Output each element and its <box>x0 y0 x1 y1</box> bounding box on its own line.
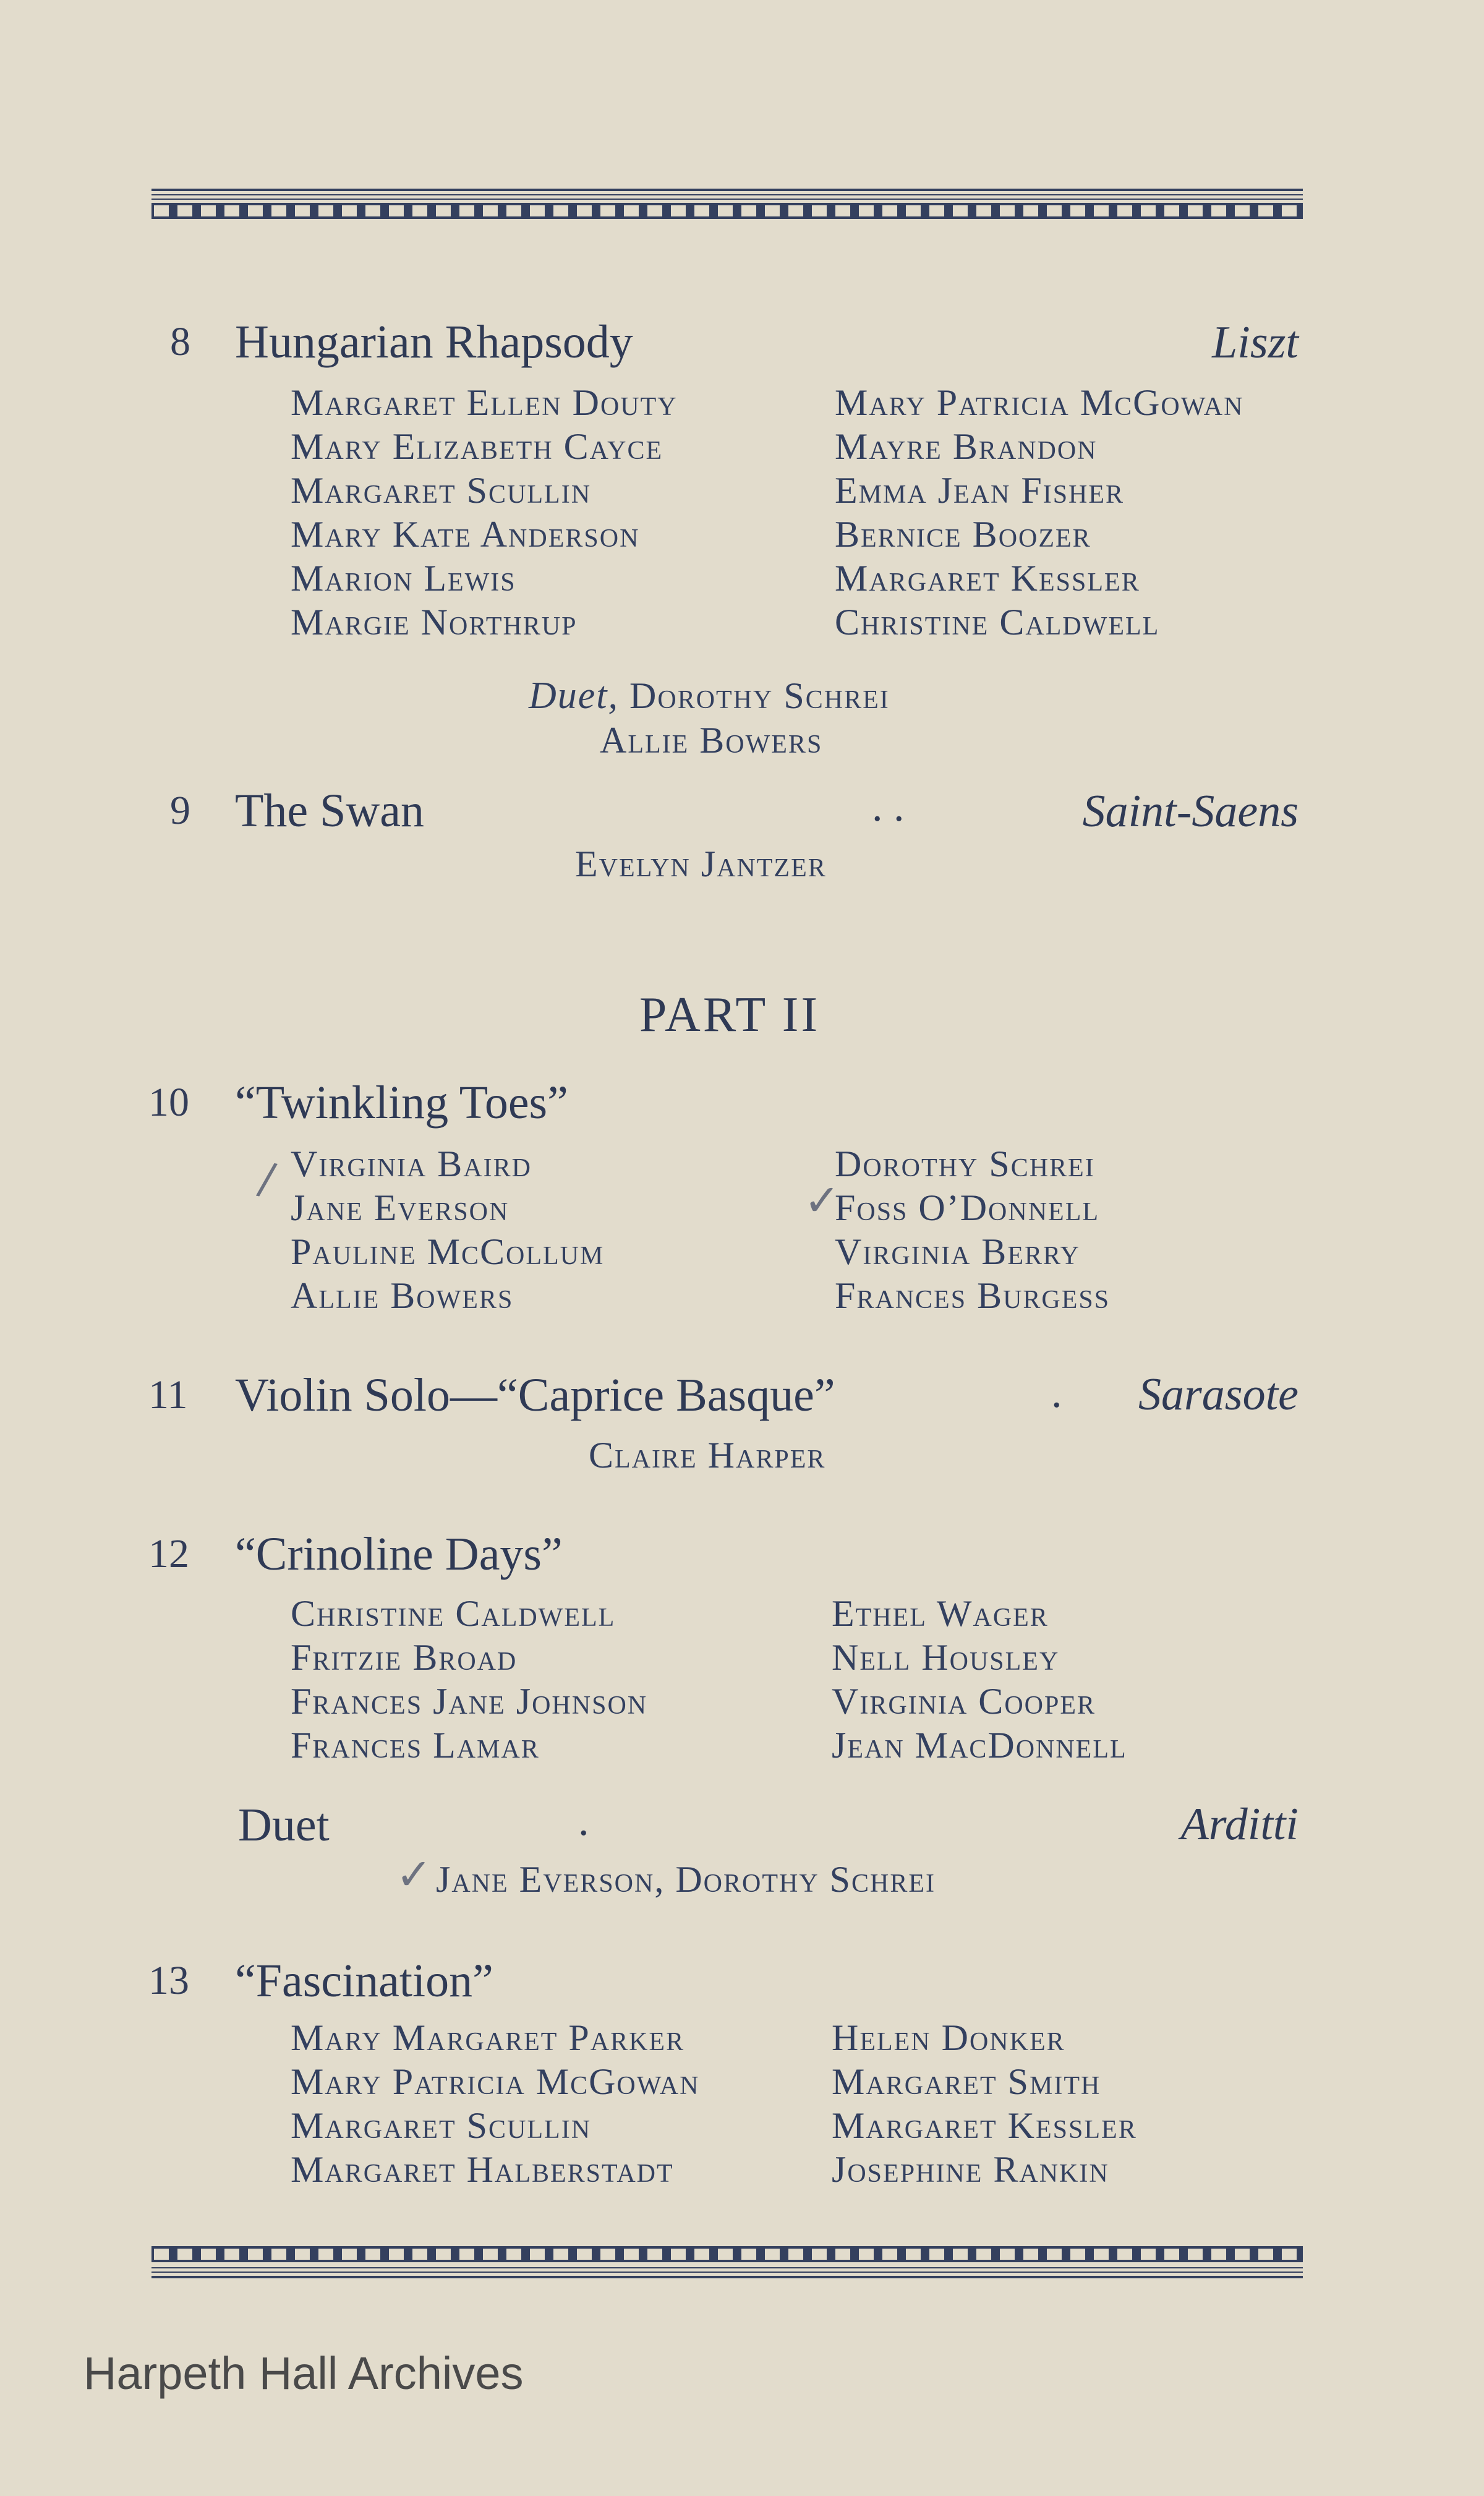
item-title: Violin Solo—“Caprice Basque” <box>235 1369 835 1421</box>
performer-list-left <box>291 381 678 644</box>
item-number: 11 <box>148 1372 188 1417</box>
performer-name: Josephine Rankin <box>832 2149 1109 2190</box>
performer-name: Dorothy Schrei <box>629 675 890 716</box>
top-ornamental-border <box>151 189 1303 219</box>
performer-list-right <box>832 1592 1127 1767</box>
performer-name: Dorothy Schrei <box>835 1143 1095 1184</box>
performer-name: Frances Jane Johnson <box>291 1681 648 1722</box>
leader-dots: . . <box>872 783 905 831</box>
duet-line <box>529 674 890 718</box>
duet-composer: Arditti <box>1180 1799 1298 1850</box>
performer-name: Frances Burgess <box>835 1275 1111 1316</box>
item-title: “Fascination” <box>235 1955 493 2007</box>
performer-list-right <box>835 381 1243 644</box>
performer-name: Evelyn Jantzer <box>575 844 827 884</box>
item-title: The Swan <box>235 785 425 837</box>
performer-name: Margaret Scullin <box>291 2105 592 2146</box>
performer-name: Mary Elizabeth Cayce <box>291 426 663 467</box>
duet-label: Duet, <box>529 675 620 717</box>
performer-name: Margaret Kessler <box>835 558 1140 599</box>
item-number: 9 <box>170 788 190 833</box>
performer-name: Claire Harper <box>589 1435 826 1476</box>
performer-name: Emma Jean Fisher <box>835 470 1125 511</box>
performer-list-left <box>291 2016 699 2192</box>
performer-name: Mayre Brandon <box>835 426 1098 467</box>
performer-name: Frances Lamar <box>291 1725 540 1766</box>
duet-performers: Jane Everson, Dorothy Schrei <box>436 1859 936 1900</box>
performer-name: Ethel Wager <box>832 1593 1049 1634</box>
performer-name: Fritzie Broad <box>291 1637 518 1678</box>
performer-name: Jane Everson <box>291 1187 510 1228</box>
item-title: “Twinkling Toes” <box>235 1077 568 1129</box>
item-composer: Liszt <box>1212 317 1298 368</box>
performer-name: Margaret Ellen Douty <box>291 382 678 423</box>
performer-name: Bernice Boozer <box>835 514 1091 555</box>
bottom-ornamental-border <box>151 2246 1303 2281</box>
pencil-checkmark: ✓ <box>396 1849 432 1900</box>
leader-dots: . <box>578 1797 589 1845</box>
performer-list-right <box>835 1142 1110 1318</box>
performer-name: Foss O’Donnell <box>835 1187 1100 1228</box>
item-number: 10 <box>148 1080 189 1125</box>
item-composer: Saint-Saens <box>1082 786 1298 837</box>
performer-name: Margie Northrup <box>291 602 578 643</box>
performer-name: Margaret Halberstadt <box>291 2149 674 2190</box>
performer-list-right <box>832 2016 1137 2192</box>
performer-name: Margaret Kessler <box>832 2105 1137 2146</box>
performer-name: Helen Donker <box>832 2017 1065 2058</box>
performer-name: Nell Housley <box>832 1637 1060 1678</box>
performer-name: Mary Kate Anderson <box>291 514 640 555</box>
performer-name: Mary Patricia McGowan <box>291 2061 700 2102</box>
pencil-slash-mark: / <box>254 1152 279 1205</box>
performer-name: Virginia Cooper <box>832 1681 1096 1722</box>
performer-name: Virginia Baird <box>291 1143 532 1184</box>
performer-name: Margaret Smith <box>832 2061 1101 2102</box>
item-composer: Sarasote <box>1138 1369 1298 1420</box>
performer-name: Christine Caldwell <box>291 1593 616 1634</box>
performer-name: Mary Patricia McGowan <box>835 382 1244 423</box>
leader-dots: . <box>1051 1369 1062 1417</box>
performer-list-left <box>291 1592 647 1767</box>
item-title: Hungarian Rhapsody <box>235 316 633 368</box>
performer-name: Christine Caldwell <box>835 602 1160 643</box>
performer-name: Mary Margaret Parker <box>291 2017 685 2058</box>
performer-name: Pauline McCollum <box>291 1231 605 1272</box>
performer-name: Marion Lewis <box>291 558 516 599</box>
performer-name: Jean MacDonnell <box>832 1725 1127 1766</box>
item-number: 8 <box>170 319 190 364</box>
duet-title: Duet <box>238 1799 330 1851</box>
archive-watermark: Harpeth Hall Archives <box>83 2348 524 2399</box>
item-number: 13 <box>148 1958 189 2003</box>
section-heading: PART II <box>639 988 821 1042</box>
performer-name: Allie Bowers <box>291 1275 514 1316</box>
performer-list-left <box>291 1142 604 1318</box>
performer-name: Margaret Scullin <box>291 470 592 511</box>
performer-name: Virginia Berry <box>835 1231 1081 1272</box>
item-title: “Crinoline Days” <box>235 1528 563 1580</box>
item-number: 12 <box>148 1531 189 1576</box>
performer-name: Allie Bowers <box>600 720 823 761</box>
pencil-checkmark: ✓ <box>804 1175 840 1226</box>
